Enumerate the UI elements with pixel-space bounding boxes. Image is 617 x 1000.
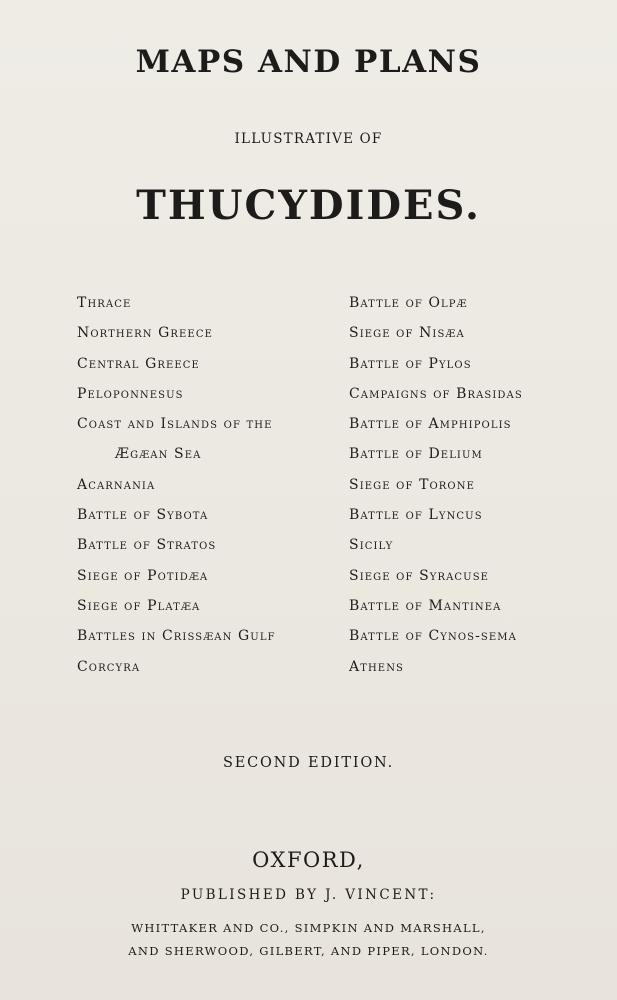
map-entry: Coast and Islands of the — [77, 416, 273, 433]
map-list-right — [349, 288, 523, 682]
map-entry-continuation: Ægæan Sea — [115, 446, 202, 463]
imprint-publisher: PUBLISHED BY J. VINCENT: — [180, 887, 437, 903]
map-entry: Siege of Platæa — [77, 597, 201, 614]
map-entry: Battle of Amphipolis — [349, 416, 512, 433]
edition-line: SECOND EDITION. — [222, 755, 395, 771]
map-entry: Battle of Delium — [349, 446, 483, 463]
map-entry: Battle of Cynos-sema — [349, 628, 517, 645]
map-entry: Thrace — [77, 295, 132, 311]
map-entry: Central Greece — [77, 355, 200, 372]
map-entry: Battle of Pylos — [349, 355, 472, 372]
map-entry: Sicily — [349, 537, 394, 554]
book-author: THUCYDIDES. — [136, 182, 481, 229]
map-entry: Athens — [349, 658, 405, 675]
imprint-place: OXFORD, — [252, 848, 365, 872]
map-entry: Battle of Stratos — [77, 537, 217, 554]
book-subtitle: ILLUSTRATIVE OF — [234, 131, 383, 147]
map-entry: Battle of Mantinea — [349, 597, 502, 614]
map-entry: Siege of Nisæa — [349, 325, 465, 342]
map-list-left — [77, 288, 276, 682]
map-entry: Battle of Sybota — [77, 507, 209, 524]
map-entry: Northern Greece — [77, 325, 213, 342]
map-entry: Peloponnesus — [77, 385, 184, 402]
map-entry: Battle of Olpæ — [349, 295, 468, 311]
map-entry: Siege of Torone — [349, 476, 475, 493]
map-entry: Acarnania — [77, 476, 156, 493]
map-entry: Siege of Potidæa — [77, 567, 209, 584]
imprint-agents-line-1: WHITTAKER AND CO., SIMPKIN AND MARSHALL, — [131, 921, 486, 935]
map-entry: Siege of Syracuse — [349, 567, 490, 584]
map-entry: Campaigns of Brasidas — [349, 385, 523, 402]
map-entry: Battles in Crissæan Gulf — [77, 628, 276, 645]
map-entry: Corcyra — [77, 658, 141, 675]
map-entry: Battle of Lyncus — [349, 507, 483, 524]
imprint-agents-line-2: AND SHERWOOD, GILBERT, AND PIPER, LONDON. — [128, 944, 489, 958]
book-title: MAPS AND PLANS — [135, 44, 482, 80]
